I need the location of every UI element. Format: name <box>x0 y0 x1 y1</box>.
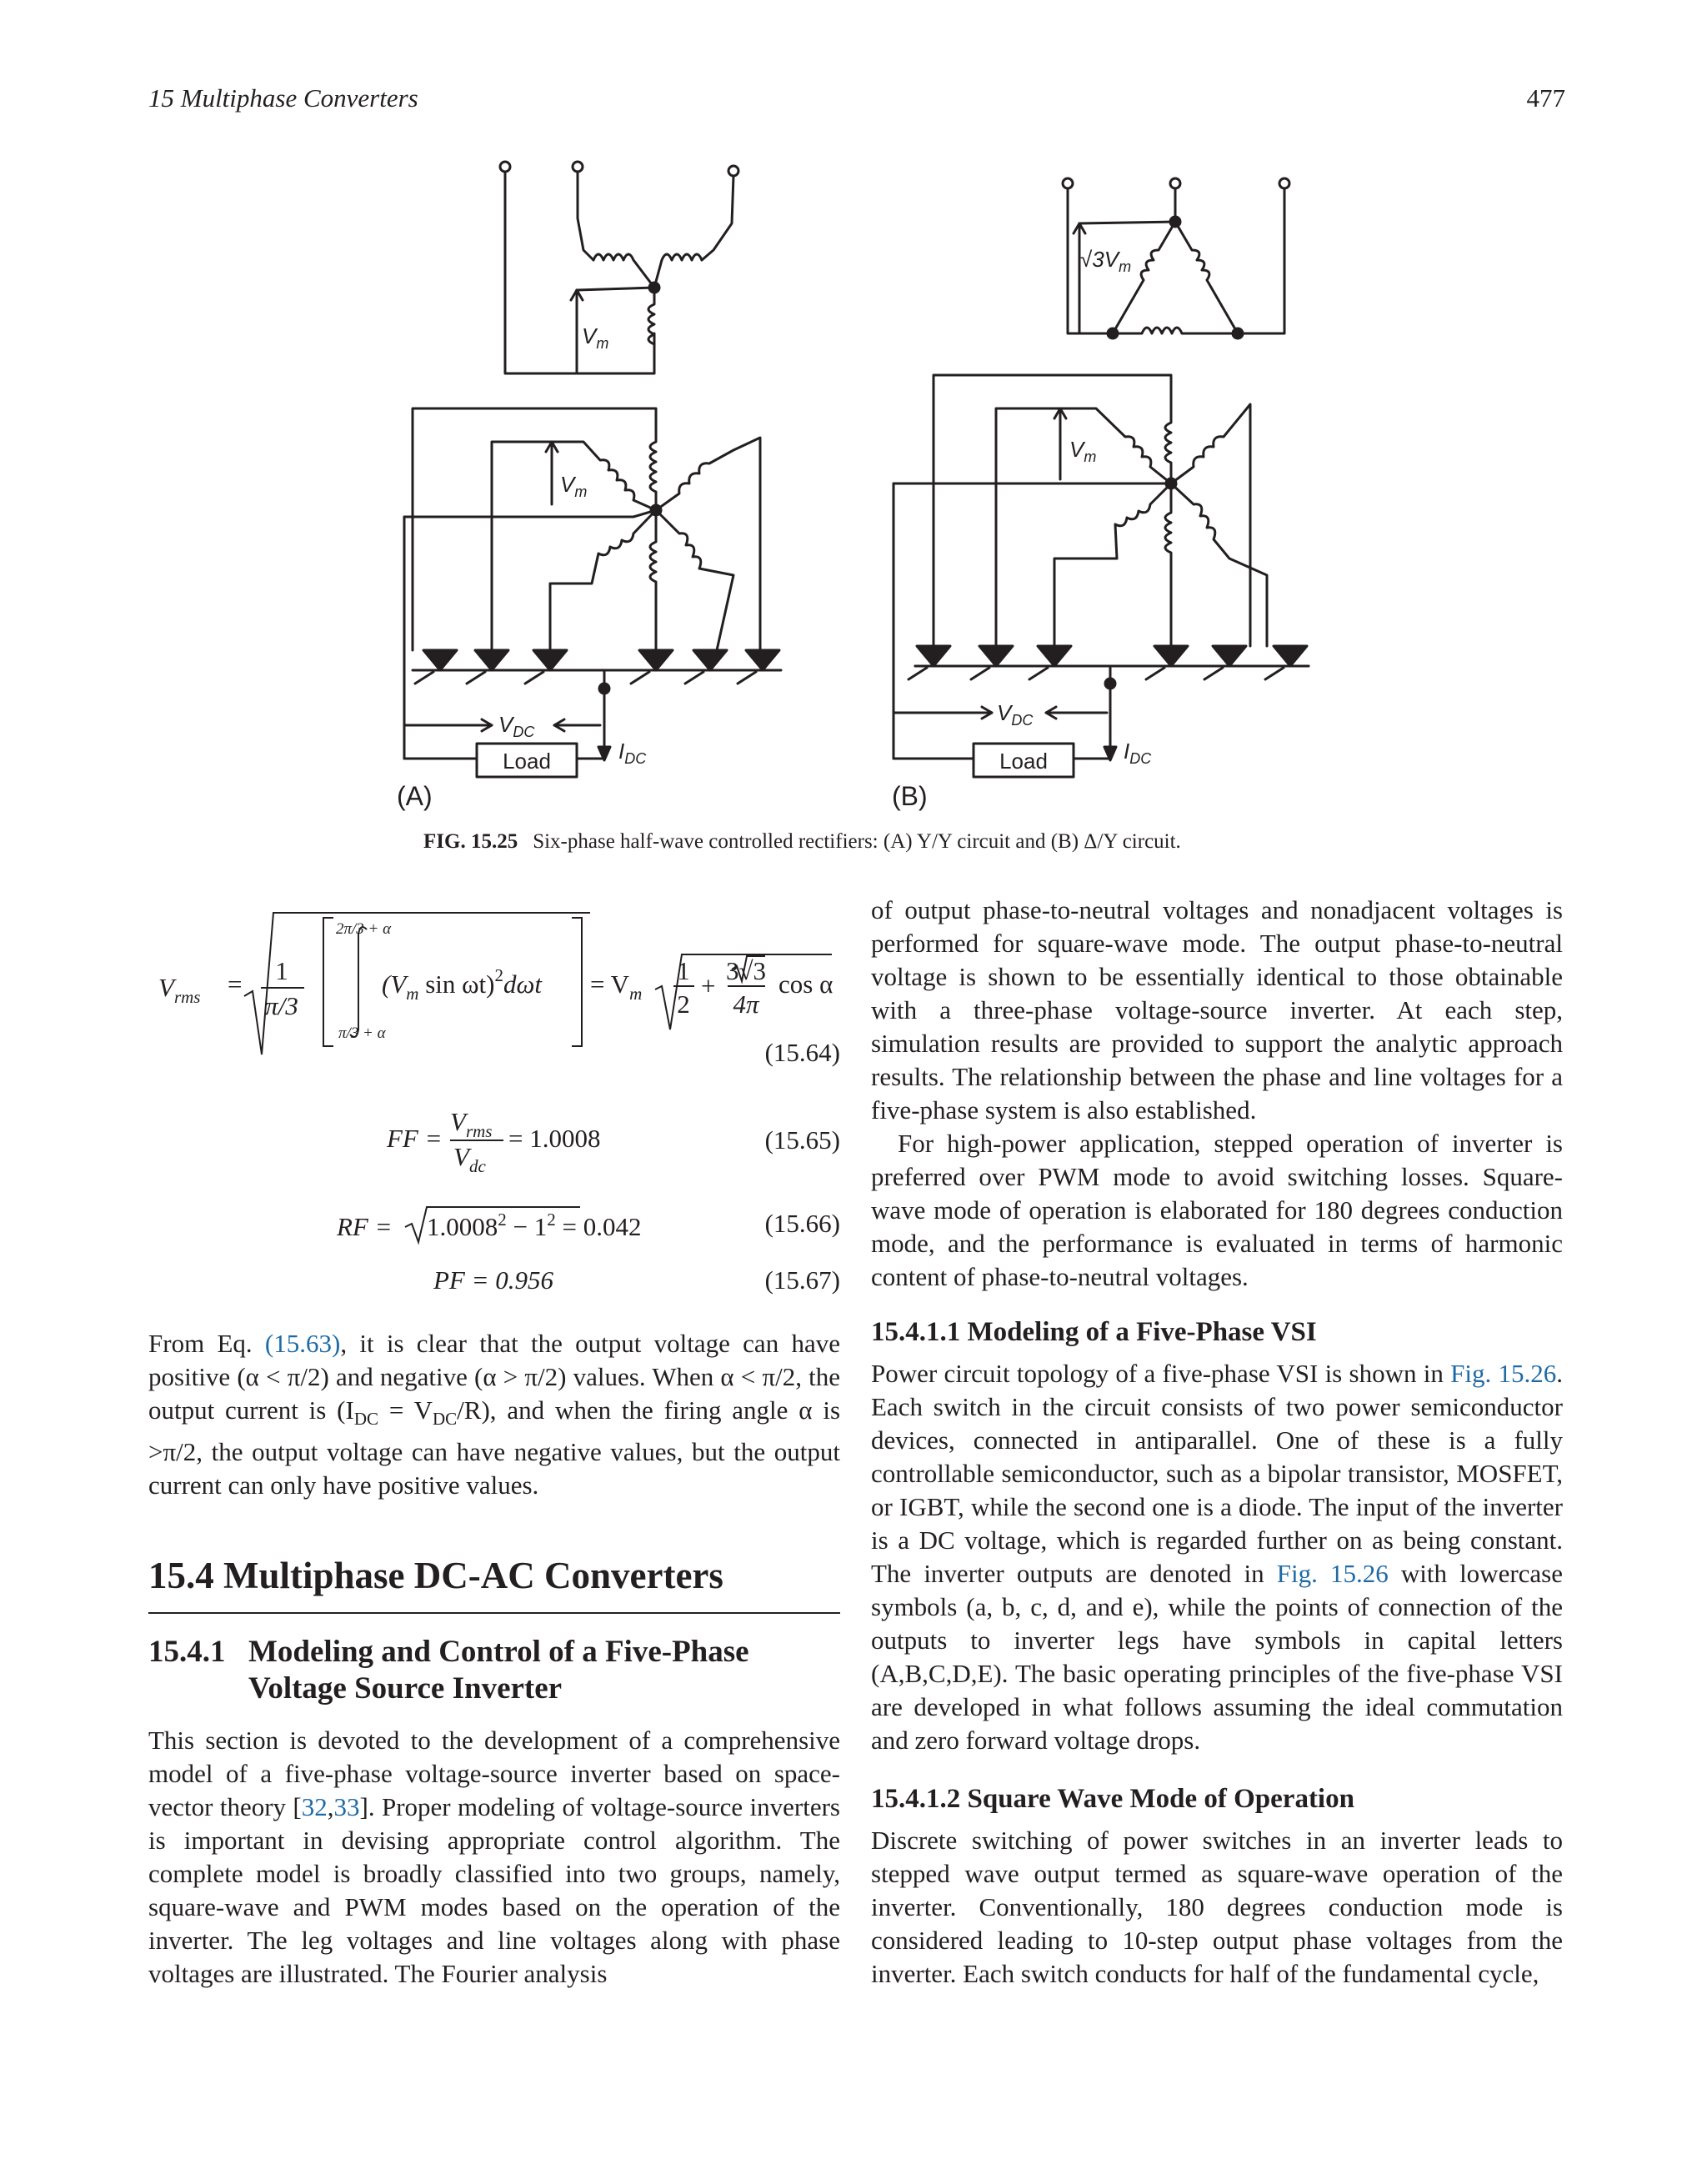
coil <box>1113 222 1175 333</box>
coil <box>593 254 654 288</box>
left-paragraph-1: From Eq. (15.63), it is clear that the output voltage can have positive (α < π/2) and negative (α > π/2) values. When α < π/2, the output current is $(I_{DC} = V_{DC}/R)$, and when the firing angle α is >π/2, the output voltage can have negative values, but the output current can only have positive values. <box>148 1329 841 1500</box>
vm-label: $V_m$ <box>560 472 588 500</box>
equation-15-66 <box>337 1200 670 1250</box>
coil <box>1165 483 1171 646</box>
svg-text:1: 1 <box>677 956 690 985</box>
svg-text:1.00082 − 12 = 0.042: $1.0008^2 - 1^2 = 0.042$ <box>427 1210 642 1241</box>
caption-label: FIG. 15.25 <box>423 830 518 853</box>
terminal <box>573 162 583 172</box>
subsection-title: Modeling and Control of a Five-Phase Voltage Source Inverter <box>248 1635 749 1706</box>
rectifier-circuit-figure <box>367 154 1334 821</box>
svg-text:4π: 4π <box>733 989 759 1019</box>
vm-label: $V_m$ <box>1069 437 1097 465</box>
idc-label: $I_{DC}$ <box>1124 739 1152 767</box>
coil <box>656 438 760 650</box>
running-header: 15 Multiphase Converters <box>148 83 418 113</box>
equation-number: (15.67) <box>764 1265 840 1295</box>
svg-text:=: = <box>228 969 243 999</box>
section-heading: 15.4 Multiphase DC-AC Converters <box>148 1555 723 1596</box>
svg-text:π/3 + α: π/3 + α <box>338 1024 386 1042</box>
svg-text:cos α: cos α <box>778 969 833 999</box>
coil <box>1171 483 1267 646</box>
coil <box>934 375 1171 646</box>
coil <box>1113 328 1238 333</box>
equation-link[interactable]: (15.63) <box>264 1329 341 1358</box>
vdc-label: $V_{DC}$ <box>997 700 1034 729</box>
right-paragraph-1: of output phase-to-neutral voltages and nonadjacent voltages is performed for square-wave mode. The output phase-to-neutral voltage is shown to be essentially identical to those obtainable with a three-phase voltage-source inverter. At each step, simulation results are provided to support the analytic approach results. The relationship between the phase and line voltages for a five-phase system is also established. <box>871 895 1563 1125</box>
equation-number: (15.65) <box>764 1125 840 1155</box>
caption-text: Six-phase half-wave controlled rectifiers: (A) Y/Y circuit and (B) Δ/Y circuit. <box>533 830 1181 853</box>
left-paragraph-2: This section is devoted to the development of a comprehensive model of a five-phase voltage-source inverter based on space-vector theory [32,33]. Proper modeling of voltage-source inverters is important in devising appropriate control algorithm. The complete model is broadly classified into two groups, namely, square-wave and PWM modes based on the operation of the inverter. The leg voltages and line voltages along with phase voltages are illustrated. The Fourier analysis <box>148 1726 840 1988</box>
svg-text:= Vm: = $V_m$ <box>590 969 643 1004</box>
coil <box>1054 483 1171 646</box>
svg-text:Vrms: $V_{rms}$ <box>158 973 201 1007</box>
panel-a-circuit <box>404 162 781 777</box>
section-rule <box>148 1612 840 1614</box>
load-label: Load <box>503 749 551 774</box>
coil <box>1175 222 1238 333</box>
page-number: 477 <box>1526 83 1565 113</box>
subsubsection-heading: 15.4.1.1 Modeling of a Five-Phase VSI <box>871 1317 1317 1347</box>
thyristor-row <box>909 646 1309 679</box>
svg-text:+: + <box>701 971 716 1000</box>
subsubsection-heading: 15.4.1.2 Square Wave Mode of Operation <box>871 1784 1354 1814</box>
sqrt3vm-label: $√3V_m$ <box>1080 247 1132 275</box>
equation-number: (15.66) <box>764 1209 840 1238</box>
coil <box>650 510 656 650</box>
figure-caption <box>423 830 1181 854</box>
svg-text:π/3: π/3 <box>265 991 298 1020</box>
coil <box>1171 404 1250 646</box>
figure-link[interactable]: Fig. 15.26 <box>1450 1359 1557 1388</box>
svg-text:2π/3 + α: 2π/3 + α <box>336 920 392 938</box>
citation-link[interactable]: 32 <box>301 1792 328 1821</box>
svg-text:Vrms: $V_{rms}$ <box>450 1107 493 1141</box>
svg-text:(Vm sin ωt)2dωt: ($V_m$ sin ωt)$^2$dωt <box>382 965 542 1004</box>
coil <box>413 408 656 650</box>
citation-link[interactable]: 33 <box>333 1792 360 1821</box>
terminal <box>500 162 510 172</box>
right-paragraph-2: For high-power application, stepped operation of inverter is preferred over PWM mode to avoid switching losses. Square-wave mode of operation is elaborated for 180 degrees conduction mode, and the performance is evaluated in terms of harmonic content of phase-to-neutral voltages. <box>871 1129 1563 1291</box>
terminal <box>728 166 738 176</box>
load-label: Load <box>999 749 1048 774</box>
coil <box>550 510 656 650</box>
svg-text:RF =: RF = <box>337 1212 393 1241</box>
figure-link[interactable]: Fig. 15.26 <box>1276 1559 1389 1588</box>
panel-a-label: (A) <box>397 781 433 811</box>
svg-text:= 1.0008: = 1.0008 <box>508 1124 601 1153</box>
equation-15-64 <box>148 904 840 1071</box>
svg-text:3√3: 3√3 <box>725 956 767 985</box>
svg-text:1: 1 <box>275 956 288 985</box>
right-paragraph-4: Discrete switching of power switches in an inverter leads to stepped wave output termed as square-wave operation of the inverter. Conventionally, 180 degrees conduction mode is considered leading to 10-step output phase voltages from the inverter. Each switch conducts for half of the fundamental cycle, <box>871 1826 1563 1988</box>
svg-text:FF =: FF = <box>387 1124 443 1153</box>
right-paragraph-3: Power circuit topology of a five-phase VSI is shown in Fig. 15.26. Each switch in the circuit consists of two power semiconductor devices, connected in antiparallel. One of these is a fully controllable semiconductor, such as a bipolar transistor, MOSFET, or IGBT, while the second one is a diode. The input of the inverter is a DC voltage, which is regarded further on as being constant. The inverter outputs are denoted in Fig. 15.26 with lowercase symbols (a, b, c, d, and e), while the points of connection of the outputs to inverter legs have symbols in capital letters (A,B,C,D,E). The basic operating principles of the five-phase VSI are developed in what follows assuming the ideal commutation and zero forward voltage drops. <box>871 1359 1563 1755</box>
subsection-heading <box>148 1634 840 1707</box>
svg-text:2: 2 <box>677 989 690 1019</box>
svg-text:Vdc: $V_{dc}$ <box>453 1142 486 1175</box>
idc-label: $I_{DC}$ <box>618 739 647 767</box>
coil <box>654 254 702 288</box>
equation-15-65 <box>387 1100 637 1175</box>
equation-15-67: PF = 0.956 <box>433 1265 554 1295</box>
thyristor-row <box>415 650 781 684</box>
vm-label: $V_m$ <box>582 323 609 352</box>
coil <box>656 510 733 650</box>
equation-number: (15.64) <box>764 1038 840 1067</box>
panel-b-label: (B) <box>892 781 928 811</box>
coil <box>648 288 654 344</box>
subsection-number: 15.4.1 <box>148 1635 226 1669</box>
vdc-label: $V_{DC}$ <box>498 712 535 740</box>
